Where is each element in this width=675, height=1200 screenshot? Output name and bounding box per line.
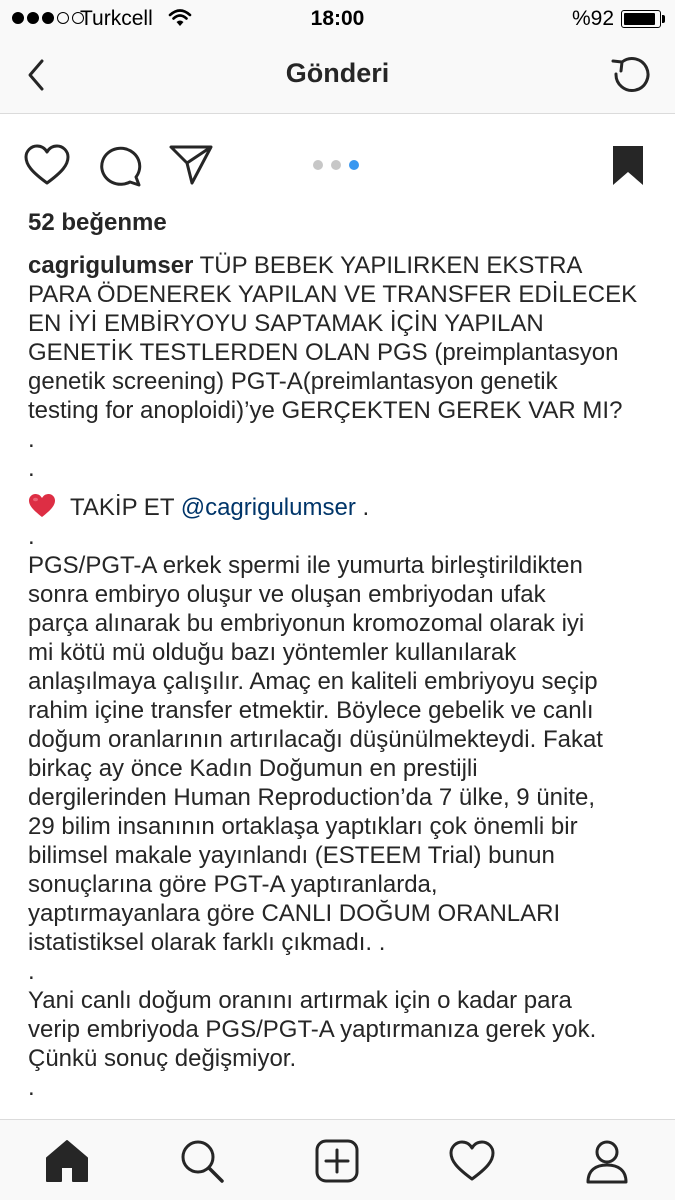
carousel-dot [313, 160, 323, 170]
body-line: rahim içine transfer etmektir. Böylece gebelik ve canlı [28, 697, 594, 724]
tab-activity[interactable] [449, 1138, 495, 1184]
body-line: PGS/PGT-A erkek spermi ile yumurta birleştirildikten [28, 552, 583, 579]
profile-icon [584, 1138, 630, 1184]
caption-line: PARA ÖDENEREK YAPILAN VE TRANSFER EDİLECEK [28, 281, 638, 308]
share-button[interactable] [168, 144, 214, 191]
caption-line: GENETİK TESTLERDEN OLAN PGS (preimplantasyon [28, 339, 619, 366]
tab-search[interactable] [179, 1138, 225, 1184]
caption-line: . [28, 455, 35, 482]
add-post-icon [314, 1138, 360, 1184]
paper-plane-icon [168, 144, 214, 186]
mention-link[interactable]: @cagrigulumser [180, 494, 356, 521]
body-line: . [28, 1074, 35, 1101]
spacer [28, 483, 653, 493]
refresh-button[interactable] [606, 54, 656, 98]
navigation-bar [0, 38, 675, 114]
body-line: birkaç ay önce Kadın Doğumun en prestijli [28, 755, 478, 782]
post-action-bar [0, 140, 675, 195]
body-line: anlaşılmaya çalışılır. Amaç en kaliteli embriyoyu seçip [28, 668, 598, 695]
caption-line: testing for anoploidi)’ye GERÇEKTEN GEREK VAR MI? [28, 397, 623, 424]
body-line: yaptırmayanlara göre CANLI DOĞUM ORANLARI [28, 900, 561, 927]
body-line: istatistiksel olarak farklı çıkmadı. . [28, 929, 386, 956]
red-heart-emoji-icon [28, 493, 56, 525]
body-line: . [28, 958, 35, 985]
body-line: dergilerinden Human Reproduction’da 7 ülke, 9 ünite, [28, 784, 596, 811]
like-count[interactable]: 52 beğenme [28, 209, 167, 236]
author-username[interactable]: cagrigulumser [28, 252, 194, 279]
page-title: Gönderi [285, 58, 390, 88]
home-icon [44, 1138, 90, 1184]
post-caption [28, 251, 653, 1102]
battery-icon [621, 10, 661, 28]
caption-line: . [28, 426, 35, 453]
tab-add-post[interactable] [314, 1138, 360, 1184]
carousel-dot-active [349, 160, 359, 170]
carousel-indicator [313, 160, 359, 170]
body-line: 29 bilim insanının ortaklaşa yaptıkları çok önemli bir [28, 813, 578, 840]
status-time: 18:00 [310, 7, 365, 30]
like-button[interactable] [24, 144, 70, 191]
body-line: sonuçlarına göre PGT-A yaptıranlarda, [28, 871, 438, 898]
caption-line: genetik screening) PGT-A(preimlantasyon genetik [28, 368, 558, 395]
refresh-icon [606, 54, 656, 98]
tab-profile[interactable] [584, 1138, 630, 1184]
heart-icon [449, 1138, 495, 1184]
carousel-dot [331, 160, 341, 170]
body-line: sonra embiryo oluşur ve oluşan embriyodan ufak [28, 581, 546, 608]
caption-text: TÜP BEBEK YAPILIRKEN EKSTRA [193, 252, 583, 279]
body-line: Yani canlı doğum oranını artırmak için o kadar para [28, 987, 572, 1014]
body-line: . [28, 523, 35, 550]
body-line: mi kötü mü olduğu bazı yöntemler kullanılarak [28, 639, 517, 666]
bottom-tab-bar [0, 1119, 675, 1200]
carrier-name: Turkcell [80, 7, 153, 30]
follow-line [28, 493, 653, 522]
status-bar [0, 0, 675, 38]
follow-suffix: . [355, 494, 370, 521]
body-line: doğum oranlarının artırılacağı düşünülmekteydi. Fakat [28, 726, 603, 753]
battery-level-fill [624, 13, 655, 25]
caption-line [28, 251, 653, 280]
heart-outline-icon [24, 144, 70, 186]
battery-percentage: %92 [572, 7, 615, 30]
tab-home[interactable] [44, 1138, 90, 1184]
comment-button[interactable] [97, 144, 143, 193]
follow-text: TAKİP ET [70, 494, 181, 521]
save-button[interactable] [610, 144, 646, 193]
battery-tip [662, 15, 665, 23]
caption-line: EN İYİ EMBİRYOYU SAPTAMAK İÇİN YAPILAN [28, 310, 544, 337]
body-line: parça alınarak bu embriyonun kromozomal olarak iyi [28, 610, 585, 637]
body-line: bilimsel makale yayınlandı (ESTEEM Trial) bunun [28, 842, 555, 869]
bookmark-filled-icon [610, 144, 646, 188]
body-line: Çünkü sonuç değişmiyor. [28, 1045, 297, 1072]
comment-bubble-icon [97, 144, 143, 188]
body-line: verip embriyoda PGS/PGT-A yaptırmanıza gerek yok. [28, 1016, 597, 1043]
search-icon [179, 1138, 225, 1184]
